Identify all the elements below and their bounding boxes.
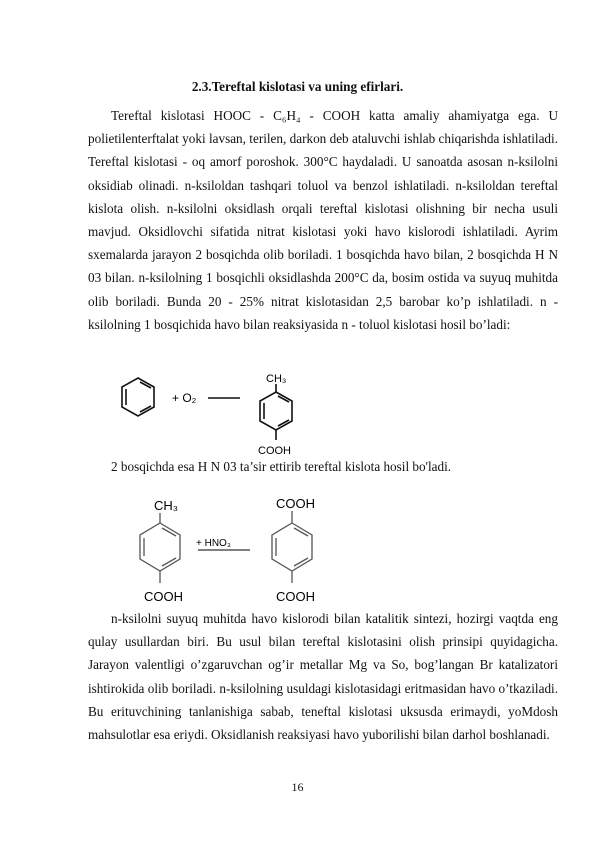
benzene-ring-terephthalic-acid [272,511,312,583]
reaction-scheme-1 [118,370,318,462]
benzene-ring-product [260,384,292,440]
paragraph-catalytic-synthesis: n-ksilolni suyuq muhitda havo kislorodi bilan katalitik sintezi, hozirgi vaqtda eng qulay usullardan biri. Bu usul bilan tereftal kislotasini olish prinsipi quyidagicha. Jarayon valentligi o’zgaruvchan og’ir metallar Mg va So, bog’langan Br katalizatori ishtirokida olib boriladi. n-ksilolning usuldagi kislotasidagi eritmasidan havo o’tkaziladi. Bu erituvchining tanlanishiga sabab, teneftal kislotasi uksusda erimaydi, yoMdosh mahsulotlar esa eriydi. Oksidlanish reaksiyasi havo yuborilishi bilan darhol boshlanadi. [88,611,558,743]
reaction-scheme-2 [130,495,350,607]
benzene-ring-reactant [122,378,154,416]
product-cooh-top-label: COOH [276,496,315,511]
product-ch3-label: CH₃ [266,373,287,385]
section-title: 2.3.Tereftal kislotasi va uning efirlari. [191,79,404,94]
paragraph-step2: 2 bosqichda esa H N 03 ta’sir ettirib tereftal kislota hosil bo'ladi. [111,459,452,474]
reactant-cooh-label: COOH [144,589,183,604]
reactant-ch3-label: CH₃ [154,498,179,513]
page-number: 16 [291,780,304,794]
reagent-o2-label: + O₂ [172,391,197,405]
paragraph-intro: Tereftal kislotasi HOOC - C₆H₄ - COOH katta amaliy ahamiyatga ega. U polietilenterftalat yoki lavsan, terilen, darkon deb ataluvchi ishlab chiqarishda ishlatiladi. Tereftal kislotasi - oq amorf poroshok. 300°C haydaladi. U sanoatda asosan n-ksilolni oksidiab olinadi. n-ksiloldan tashqari toluol va benzol ishlatiladi. n-ksiloldan tereftal kislota olish. n-ksilolni oksidlash orqali tereftal kislotasi olishning bir necha usuli mavjud. Oksidlovchi sifatida nitrat kislotasi yoki havo kislorodi ishlatiladi. Ayrim sxemalarda jarayon 2 bosqichda olib boriladi. 1 bosqichda havo bilan, 2 bosqichda H N 03 bilan. n-ksilolning 1 bosqichli oksidlashda 200°C da, bosim ostida va suyuq muhitda olib boriladi. Bunda 20 - 25% nitrat kislotasidan 2,5 barobar ko’p ishlatiladi. n - ksilolning 1 bosqichida havo bilan reaksiyasida n - toluol kislotasi hosil bo’ladi: [88,108,558,332]
reagent-hno3-label: + HNO₃ [196,538,231,549]
benzene-ring-toluic-acid [140,513,180,583]
product-cooh-label: COOH [258,445,291,457]
product-cooh-bottom-label: COOH [276,589,315,604]
